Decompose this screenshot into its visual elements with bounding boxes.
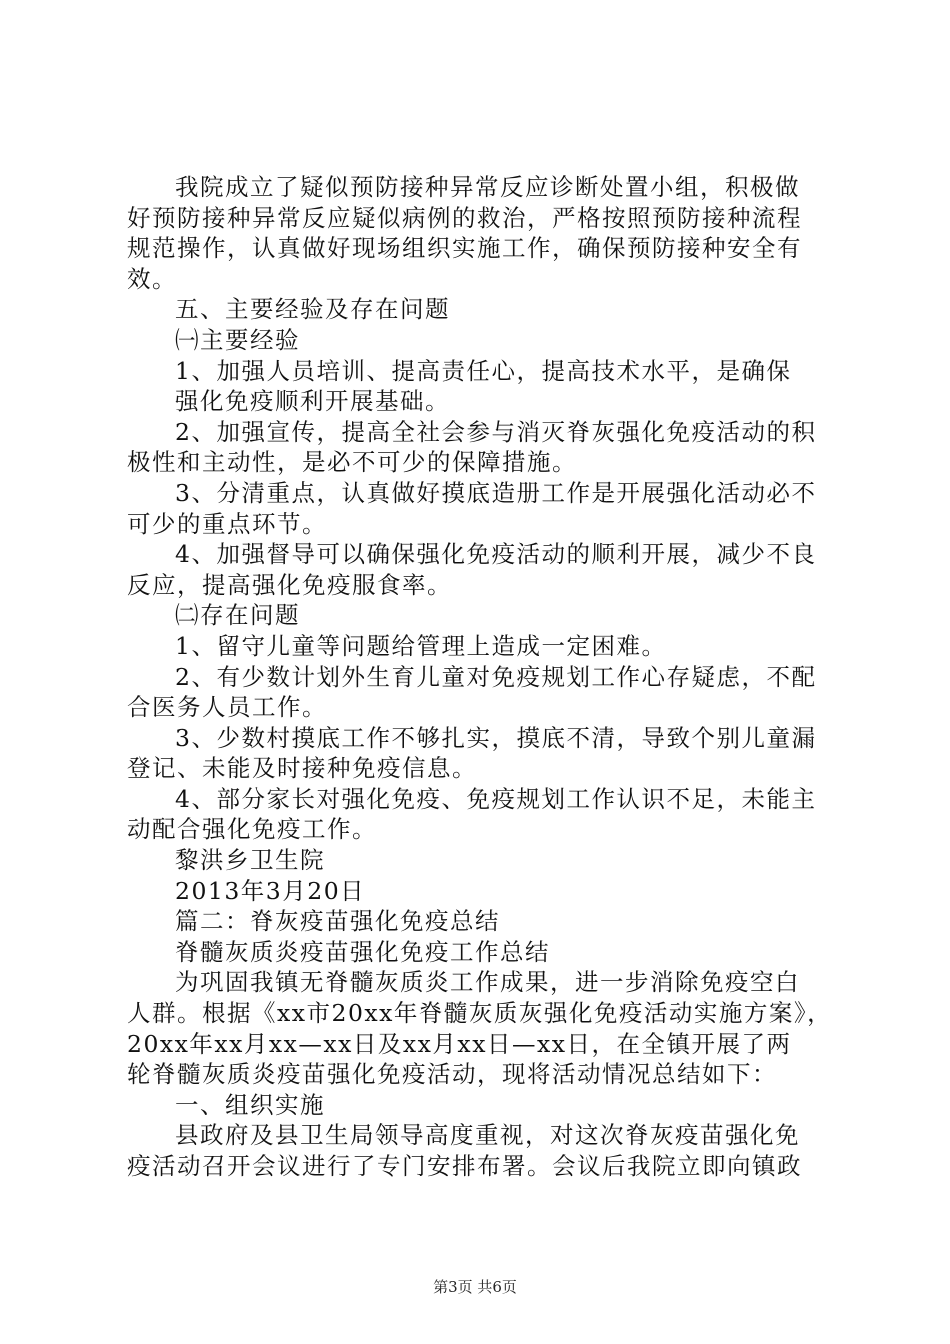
text-line: 4、部分家长对强化免疫、免疫规划工作认识不足，未能主: [175, 784, 817, 813]
text-line: 4、加强督导可以确保强化免疫活动的顺利开展，减少不良: [175, 540, 817, 569]
text-line: 1、加强人员培训、提高责任心，提高技术水平，是确保: [175, 356, 792, 385]
text-line: 3、少数村摸底工作不够扎实，摸底不清，导致个别儿童漏: [175, 723, 817, 752]
text-line: 黎洪乡卫生院: [175, 846, 325, 875]
text-line: 反应，提高强化免疫服食率。: [127, 570, 452, 599]
text-line: 脊髓灰质炎疫苗强化免疫工作总结: [175, 937, 550, 966]
text-line: 一、组织实施: [175, 1090, 325, 1119]
text-line: 1、留守儿童等问题给管理上造成一定困难。: [175, 631, 667, 660]
text-line: 为巩固我镇无脊髓灰质炎工作成果，进一步消除免疫空白: [175, 968, 800, 997]
text-line: 篇二：脊灰疫苗强化免疫总结: [175, 907, 500, 936]
text-line: 动配合强化免疫工作。: [127, 815, 377, 844]
document-body: [127, 172, 833, 1182]
text-line: 登记、未能及时接种免疫信息。: [127, 754, 477, 783]
text-line: 好预防接种异常反应疑似病例的救治，严格按照预防接种流程: [127, 203, 802, 232]
text-line: 3、分清重点，认真做好摸底造册工作是开展强化活动必不: [175, 478, 817, 507]
text-line: 规范操作，认真做好现场组织实施工作，确保预防接种安全有: [127, 234, 802, 263]
text-line: ㈠主要经验: [175, 325, 300, 354]
text-line: ㈡存在问题: [175, 601, 300, 630]
text-line: 县政府及县卫生局领导高度重视，对这次脊灰疫苗强化免: [175, 1121, 800, 1150]
text-line: 合医务人员工作。: [127, 693, 327, 722]
text-line: 效。: [127, 264, 177, 293]
text-line: 2、有少数计划外生育儿童对免疫规划工作心存疑虑，不配: [175, 662, 817, 691]
text-line: 2013年3月20日: [175, 876, 366, 905]
text-line: 强化免疫顺利开展基础。: [175, 387, 450, 416]
text-line: 可少的重点环节。: [127, 509, 327, 538]
text-line: 轮脊髓灰质炎疫苗强化免疫活动，现将活动情况总结如下：: [127, 1060, 777, 1089]
text-line: 极性和主动性，是必不可少的保障措施。: [127, 448, 577, 477]
page-number-footer: 第3页 共6页: [433, 1278, 517, 1296]
text-line: 我院成立了疑似预防接种异常反应诊断处置小组，积极做: [175, 173, 800, 201]
text-line: 五、主要经验及存在问题: [175, 295, 450, 324]
text-line: 2、加强宣传，提高全社会参与消灭脊灰强化免疫活动的积: [175, 417, 817, 446]
text-line: 人群。根据《xx市20xx年脊髓灰质灰强化免疫活动实施方案》，: [127, 999, 833, 1028]
text-line: 20xx年xx月xx—xx日及xx月xx日—xx日，在全镇开展了两: [127, 1029, 792, 1058]
text-line: 疫活动召开会议进行了专门安排布署。会议后我院立即向镇政: [127, 1152, 802, 1180]
